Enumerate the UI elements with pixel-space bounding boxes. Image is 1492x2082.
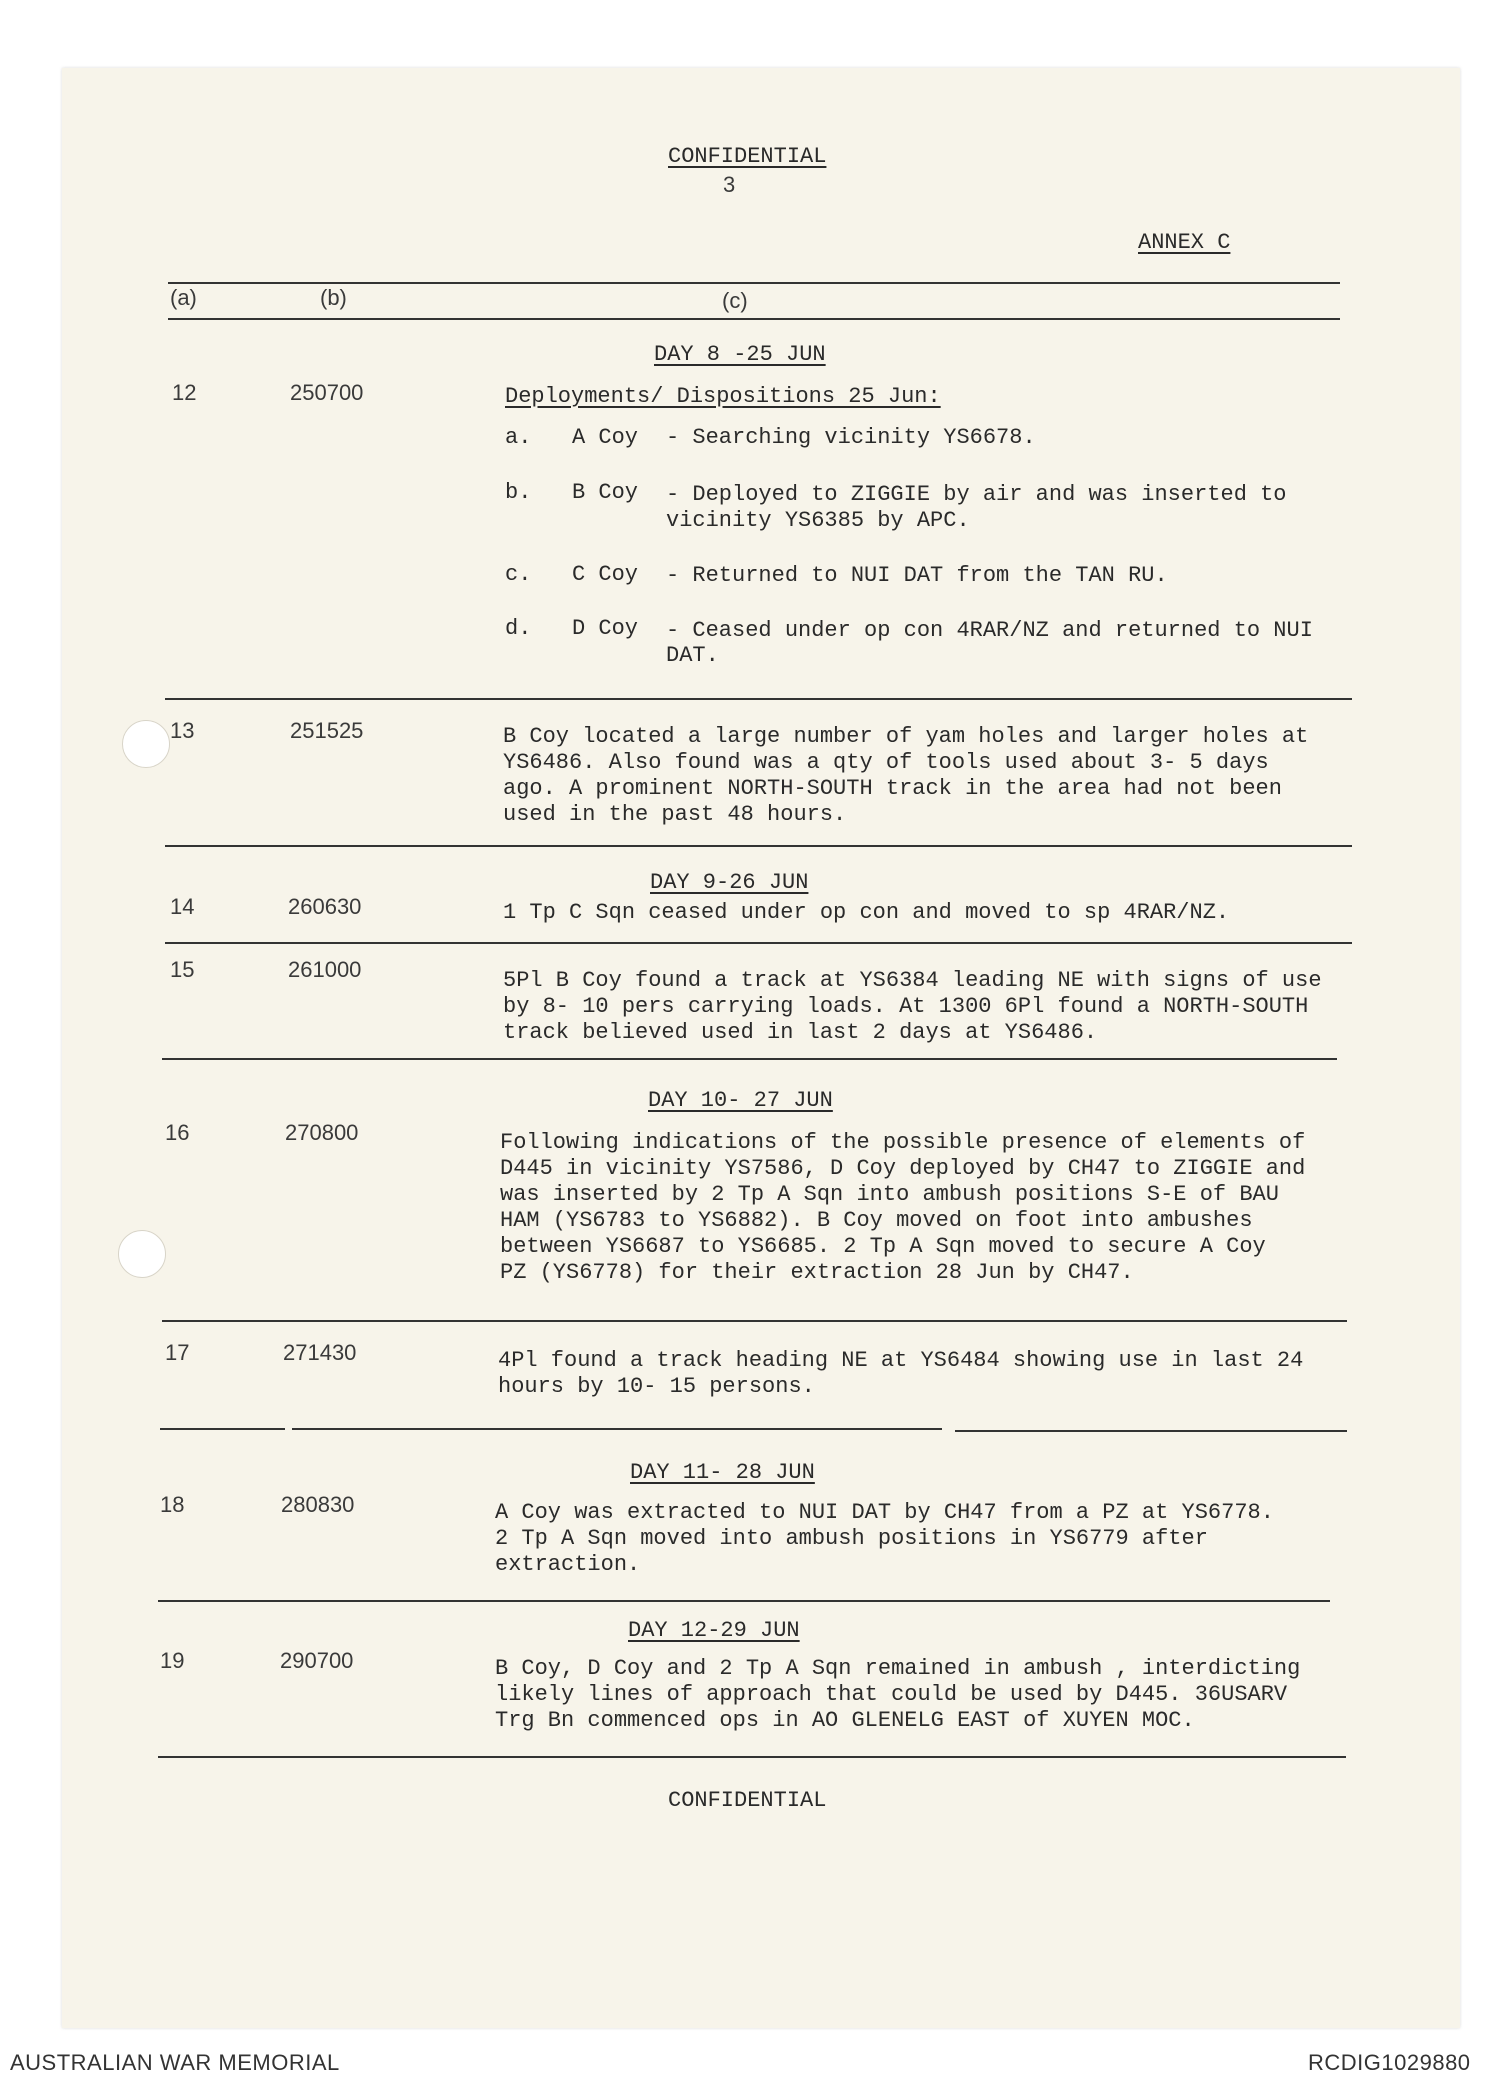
entry-16-line-2: D445 in vicinity YS7586, D Coy deployed by CH47 to ZIGGIE and (500, 1156, 1306, 1181)
serial-17: 17 (165, 1340, 190, 1365)
serial-19: 19 (160, 1648, 185, 1673)
entry-19-line-1: B Coy, D Coy and 2 Tp A Sqn remained in ambush , interdicting (495, 1656, 1301, 1681)
classification-header: CONFIDENTIAL (668, 144, 827, 169)
entry-16-line-1: Following indications of the possible presence of elements of (500, 1130, 1306, 1155)
time-14: 260630 (288, 894, 362, 919)
entry-19-line-2: likely lines of approach that could be used by D445. 36USARV (495, 1682, 1288, 1707)
entry-12-item-a-unit: A Coy (572, 425, 639, 450)
entry-15-line-1: 5Pl B Coy found a track at YS6384 leading NE with signs of use (503, 968, 1322, 993)
day-heading-10: DAY 10- 27 JUN (648, 1088, 833, 1113)
rule-after-13 (165, 845, 1352, 847)
entry-12-item-d-letter: d. (505, 616, 532, 641)
entry-15-line-2: by 8- 10 pers carrying loads. At 1300 6Pl found a NORTH-SOUTH (503, 994, 1309, 1019)
time-15: 261000 (288, 957, 362, 982)
annex-label: ANNEX C (1138, 230, 1231, 255)
entry-12-item-c-text: - Returned to NUI DAT from the TAN RU. (666, 563, 1168, 588)
rule-after-18 (158, 1600, 1330, 1602)
punch-hole-top (122, 720, 170, 768)
time-12: 250700 (290, 380, 364, 405)
rule-after-17-part-2 (292, 1428, 942, 1430)
classification-footer: CONFIDENTIAL (668, 1788, 827, 1813)
entry-18-line-1: A Coy was extracted to NUI DAT by CH47 from a PZ at YS6778. (495, 1500, 1274, 1525)
entry-17-line-1: 4Pl found a track heading NE at YS6484 showing use in last 24 (498, 1348, 1304, 1373)
entry-13-line-2: YS6486. Also found was a qty of tools used about 3- 5 days (503, 750, 1269, 775)
entry-12-item-d-text-1: - Ceased under op con 4RAR/NZ and returned to NUI (666, 618, 1313, 643)
time-16: 270800 (285, 1120, 359, 1145)
entry-13-line-3: ago. A prominent NORTH-SOUTH track in the area had not been (503, 776, 1282, 801)
entry-17-line-2: hours by 10- 15 persons. (498, 1374, 815, 1399)
time-13: 251525 (290, 718, 364, 743)
entry-12-heading: Deployments/ Dispositions 25 Jun: (505, 384, 941, 409)
entry-12-item-c-unit: C Coy (572, 562, 639, 587)
entry-16-line-6: PZ (YS6778) for their extraction 28 Jun by CH47. (500, 1260, 1134, 1285)
day-heading-12: DAY 12-29 JUN (628, 1618, 800, 1643)
time-18: 280830 (281, 1492, 355, 1517)
day-heading-8: DAY 8 -25 JUN (654, 342, 826, 367)
entry-12-item-b-letter: b. (505, 480, 532, 505)
serial-16: 16 (165, 1120, 190, 1145)
entry-12-item-b-unit: B Coy (572, 480, 639, 505)
rule-after-16 (162, 1320, 1347, 1322)
time-17: 271430 (283, 1340, 357, 1365)
entry-13-line-1: B Coy located a large number of yam holes and larger holes at (503, 724, 1309, 749)
entry-13-line-4: used in the past 48 hours. (503, 802, 847, 827)
entry-12-item-d-unit: D Coy (572, 616, 639, 641)
rule-after-15 (162, 1058, 1337, 1060)
entry-14-line-1: 1 Tp C Sqn ceased under op con and moved to sp 4RAR/NZ. (503, 900, 1230, 925)
header-rule-top (168, 282, 1340, 284)
day-heading-9: DAY 9-26 JUN (650, 870, 809, 895)
entry-12-item-d-text-2: DAT. (666, 643, 719, 668)
entry-19-line-3: Trg Bn commenced ops in AO GLENELG EAST of XUYEN MOC. (495, 1708, 1195, 1733)
entry-18-line-2: 2 Tp A Sqn moved into ambush positions in YS6779 after (495, 1526, 1208, 1551)
rule-after-12 (165, 698, 1352, 700)
page-number: 3 (723, 172, 736, 197)
serial-15: 15 (170, 957, 195, 982)
serial-13: 13 (170, 718, 195, 743)
rule-after-17-part-1 (160, 1428, 285, 1430)
entry-18-line-3: extraction. (495, 1552, 641, 1577)
time-19: 290700 (280, 1648, 354, 1673)
entry-12-item-b-text-1: - Deployed to ZIGGIE by air and was inserted to (666, 482, 1287, 507)
serial-12: 12 (172, 380, 197, 405)
serial-18: 18 (160, 1492, 185, 1517)
archive-reference-id: RCDIG1029880 (1308, 2050, 1471, 2075)
rule-after-14 (165, 942, 1352, 944)
column-header-a: (a) (170, 285, 197, 310)
rule-after-19 (158, 1756, 1346, 1758)
serial-14: 14 (170, 894, 195, 919)
archive-source-label: AUSTRALIAN WAR MEMORIAL (10, 2050, 340, 2075)
entry-16-line-3: was inserted by 2 Tp A Sqn into ambush positions S-E of BAU (500, 1182, 1279, 1207)
entry-15-line-3: track believed used in last 2 days at YS6486. (503, 1020, 1098, 1045)
entry-16-line-5: between YS6687 to YS6685. 2 Tp A Sqn moved to secure A Coy (500, 1234, 1266, 1259)
punch-hole-bottom (118, 1230, 166, 1278)
header-rule-bottom (168, 318, 1340, 320)
rule-after-17-part-3 (955, 1430, 1347, 1432)
entry-12-item-b-text-2: vicinity YS6385 by APC. (666, 508, 970, 533)
day-heading-11: DAY 11- 28 JUN (630, 1460, 815, 1485)
entry-12-item-c-letter: c. (505, 562, 532, 587)
entry-16-line-4: HAM (YS6783 to YS6882). B Coy moved on foot into ambushes (500, 1208, 1253, 1233)
column-header-b: (b) (320, 285, 347, 310)
column-header-c: (c) (722, 288, 748, 313)
entry-12-item-a-text: - Searching vicinity YS6678. (666, 425, 1036, 450)
entry-12-item-a-letter: a. (505, 425, 532, 450)
